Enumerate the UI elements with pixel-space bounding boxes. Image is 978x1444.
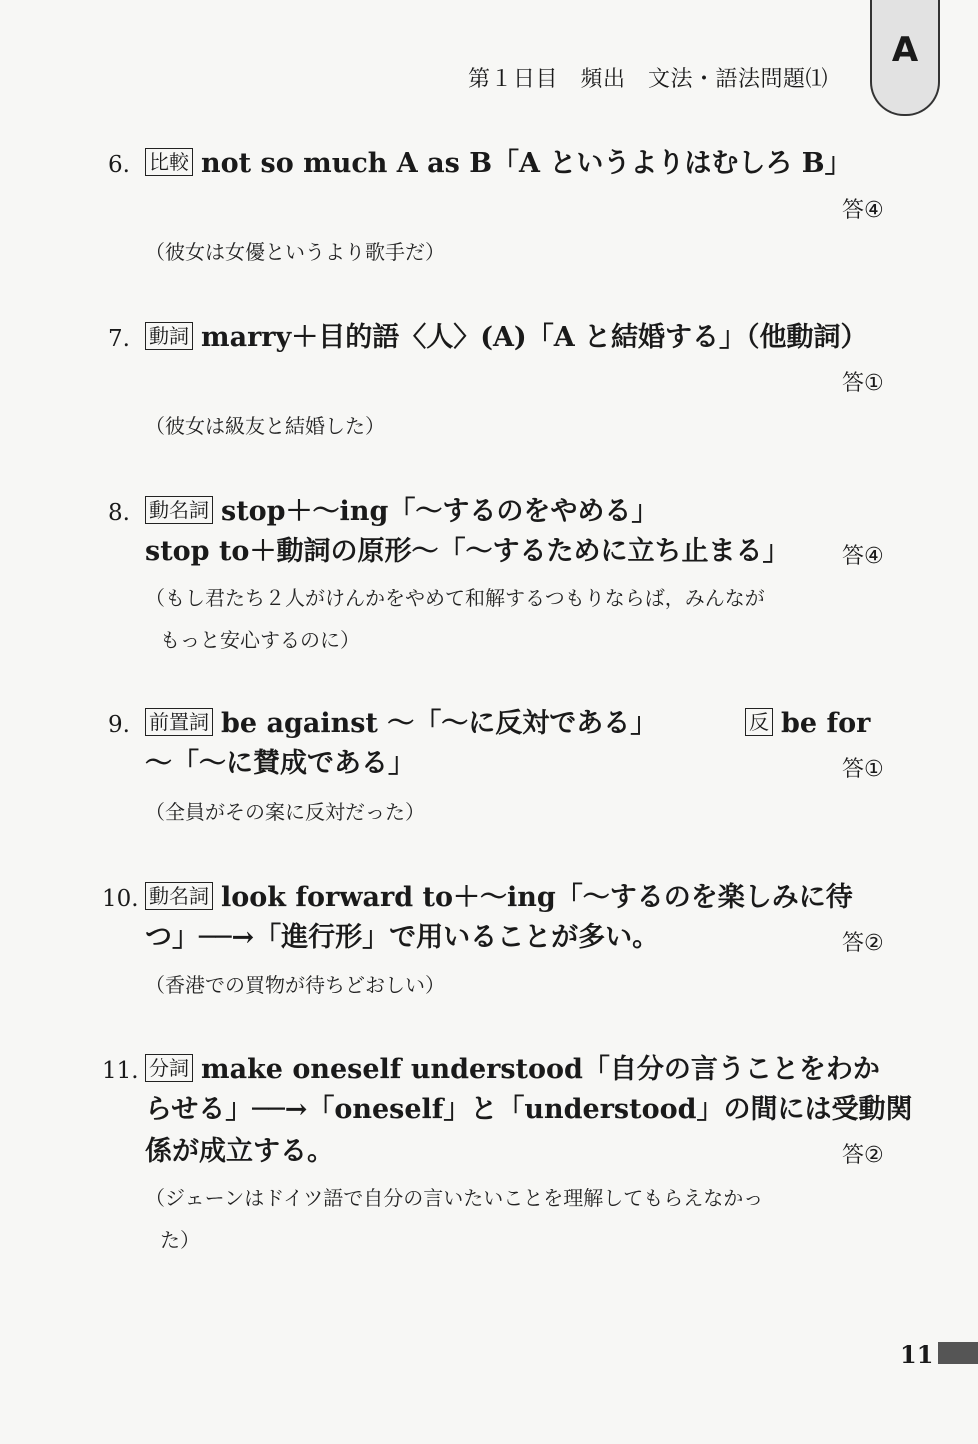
item-text: be against ～「～に反対である」: [221, 708, 658, 739]
item-text: look forward to＋～ing「～するのを楽しみに待: [221, 882, 853, 913]
page-header: 第１日目 頻出 文法・語法問題⑴: [468, 67, 829, 92]
section-tab: [870, 0, 940, 116]
item-line: [145, 708, 657, 737]
item-line: [145, 1054, 880, 1083]
item-line: [145, 148, 852, 177]
category-tag: 動名詞: [145, 882, 213, 910]
item-line: [145, 882, 853, 911]
example-sentence: （香港での買物が待ちどおしい）: [145, 973, 445, 997]
example-sentence: （彼女は級友と結婚した）: [145, 414, 385, 438]
item-text-line2: らせる」──→「oneself」と「understood」の間には受動関: [145, 1094, 913, 1125]
category-tag: 動名詞: [145, 496, 213, 524]
item-text-line2: ～「～に賛成である」: [145, 748, 415, 779]
item-text: stop＋～ing「～するのをやめる」: [221, 496, 659, 527]
example-sentence: （彼女は女優というより歌手だ）: [145, 240, 445, 264]
item-number: 10.: [102, 886, 139, 912]
item-line-opposite: [745, 708, 870, 737]
item-text-line2: つ」──→「進行形」で用いることが多い。: [145, 922, 660, 953]
item-number: 6.: [108, 152, 130, 178]
category-tag: 比較: [145, 148, 193, 176]
answer-label: 答④: [842, 544, 884, 569]
answer-label: 答②: [842, 1143, 884, 1168]
answer-label: 答④: [842, 198, 884, 223]
section-tab-letter: A: [891, 30, 919, 70]
item-text: marry＋目的語〈人〉(A)「A と結婚する」（他動詞）: [201, 322, 868, 353]
example-sentence: （全員がその案に反対だった）: [145, 800, 425, 824]
opposite-tag: 反: [745, 708, 773, 736]
item-number: 11.: [102, 1058, 139, 1084]
category-tag: 分詞: [145, 1054, 193, 1082]
page-number: 11: [900, 1340, 934, 1369]
item-text-opposite: be for: [781, 708, 871, 739]
category-tag: 前置詞: [145, 708, 213, 736]
item-line: [145, 496, 658, 525]
example-sentence-cont: た）: [160, 1228, 200, 1252]
item-number: 7.: [108, 326, 130, 352]
item-text: make oneself understood「自分の言うことをわか: [201, 1054, 880, 1085]
answer-label: 答①: [842, 371, 884, 396]
item-text-line2: stop to＋動詞の原形～「～するために立ち止まる」: [145, 536, 790, 567]
example-sentence: （もし君たち２人がけんかをやめて和解するつもりならば，みんなが: [145, 586, 765, 610]
category-tag: 動詞: [145, 322, 193, 350]
item-number: 9.: [108, 712, 130, 738]
item-number: 8.: [108, 500, 130, 526]
item-text-line3: 係が成立する。: [145, 1136, 334, 1167]
item-text: not so much A as B「A というよりはむしろ B」: [201, 148, 852, 179]
page-number-bar: [938, 1342, 978, 1364]
example-sentence: （ジェーンはドイツ語で自分の言いたいことを理解してもらえなかっ: [145, 1186, 764, 1210]
answer-label: 答②: [842, 931, 884, 956]
example-sentence-cont: もっと安心するのに）: [160, 628, 360, 652]
item-line: [145, 322, 868, 351]
answer-label: 答①: [842, 757, 884, 782]
